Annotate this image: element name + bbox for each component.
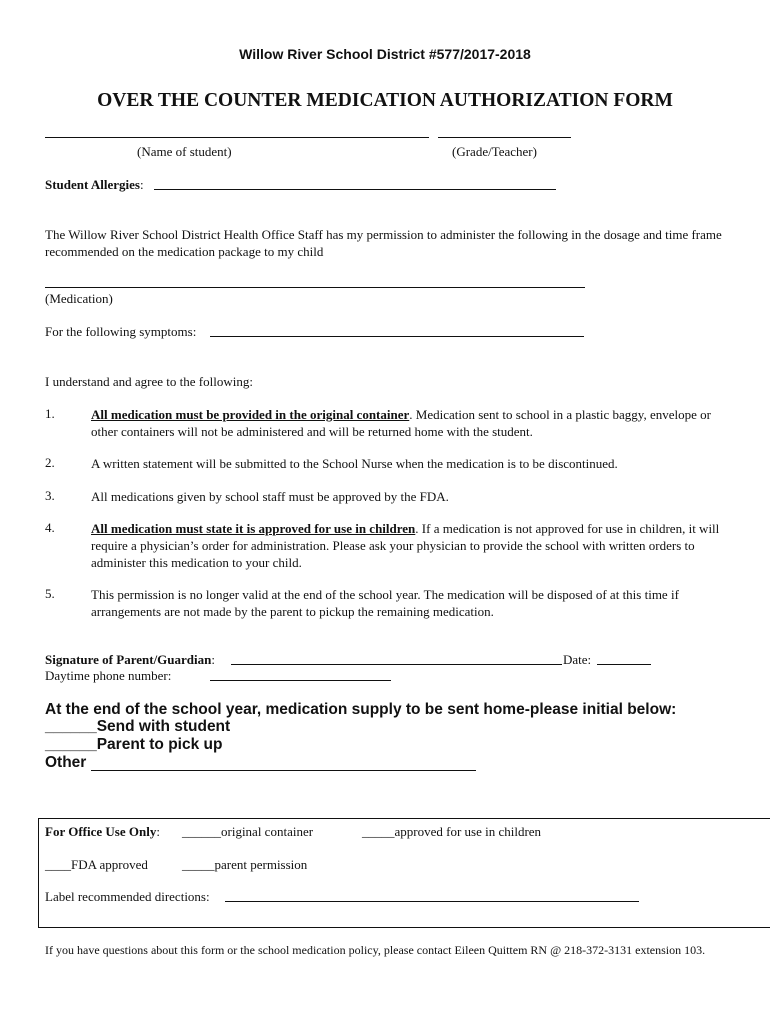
label-directions-line[interactable]	[225, 901, 639, 902]
item-text: . Medication sent to school in a plastic baggy, envelope or other containers will not be administered and will be returned home with the student.	[91, 407, 711, 439]
agreement-intro: I understand and agree to the following:	[45, 374, 253, 389]
date-label: Date:	[563, 652, 592, 667]
item-emphasis: All medication must be provided in the original container	[91, 407, 410, 422]
item-number: 4.	[45, 520, 55, 535]
signature-line[interactable]	[231, 664, 562, 665]
item-emphasis: All medication must state it is approved for use in children	[91, 521, 416, 536]
footer-contact: If you have questions about this form or the school medication policy, please contact Eileen Quittem RN @ 218-372-3131 extension 103.	[45, 943, 706, 957]
item-text: . If a medication is not approved for use in children, it will require a physician’s order for administration. Please ask your physician to provide the school with written orders to administer this medication to your child.	[91, 521, 720, 570]
date-line[interactable]	[597, 664, 651, 665]
student-name-caption: (Name of student)	[137, 144, 232, 159]
agreement-item	[91, 455, 731, 472]
grade-teacher-line[interactable]	[438, 137, 571, 138]
other-option-label: Other	[45, 754, 87, 771]
grade-teacher-caption: (Grade/Teacher)	[452, 144, 537, 159]
allergies-label-text: Student Allergies	[45, 177, 140, 192]
send-with-student-option[interactable]: ______Send with student	[45, 718, 231, 735]
office-use-colon: :	[156, 824, 160, 839]
medication-caption: (Medication)	[45, 291, 113, 306]
agreement-item	[91, 586, 731, 620]
label-directions-label: Label recommended directions:	[45, 889, 210, 904]
original-container-check[interactable]: ______original container	[182, 824, 314, 839]
signature-colon: :	[211, 652, 215, 667]
symptoms-line[interactable]	[210, 336, 584, 337]
fda-approved-check[interactable]: ____FDA approved	[45, 857, 148, 872]
phone-label: Daytime phone number:	[45, 668, 172, 683]
signature-label-text: Signature of Parent/Guardian	[45, 652, 212, 667]
other-line[interactable]	[91, 770, 476, 771]
item-text: A written statement will be submitted to the School Nurse when the medication is to be discontinued.	[91, 456, 618, 471]
end-of-year-heading: At the end of the school year, medication supply to be sent home-please initial below:	[45, 701, 677, 718]
item-number: 5.	[45, 586, 55, 601]
symptoms-label: For the following symptoms:	[45, 324, 197, 339]
student-allergies-line[interactable]	[154, 189, 556, 190]
item-number: 3.	[45, 488, 55, 503]
signature-label	[45, 652, 215, 668]
student-allergies-label	[45, 177, 144, 193]
allergies-colon: :	[139, 177, 144, 192]
item-number: 1.	[45, 406, 55, 421]
phone-line[interactable]	[210, 680, 391, 681]
form-title: OVER THE COUNTER MEDICATION AUTHORIZATION FORM	[97, 90, 673, 111]
office-use-label	[45, 824, 160, 840]
agreement-item	[91, 520, 731, 571]
parent-pickup-option[interactable]: ______Parent to pick up	[45, 736, 223, 753]
agreement-item	[91, 488, 731, 505]
district-heading: Willow River School District #577/2017-2018	[239, 46, 531, 62]
item-number: 2.	[45, 455, 55, 470]
permission-statement: The Willow River School District Health Office Staff has my permission to administer the following in the dosage and time frame recommended on the medication package to my child	[45, 227, 722, 259]
parent-permission-check[interactable]: _____parent permission	[182, 857, 308, 872]
medication-line[interactable]	[45, 287, 585, 288]
student-name-line[interactable]	[45, 137, 429, 138]
office-use-label-text: For Office Use Only	[45, 824, 157, 839]
item-text: This permission is no longer valid at the end of the school year. The medication will be disposed of at this time if arrangements are not made by the parent to pickup the remaining medication.	[91, 587, 679, 619]
approved-children-check[interactable]: _____approved for use in children	[362, 824, 542, 839]
agreement-item	[91, 406, 731, 440]
item-text: All medications given by school staff must be approved by the FDA.	[91, 489, 449, 504]
